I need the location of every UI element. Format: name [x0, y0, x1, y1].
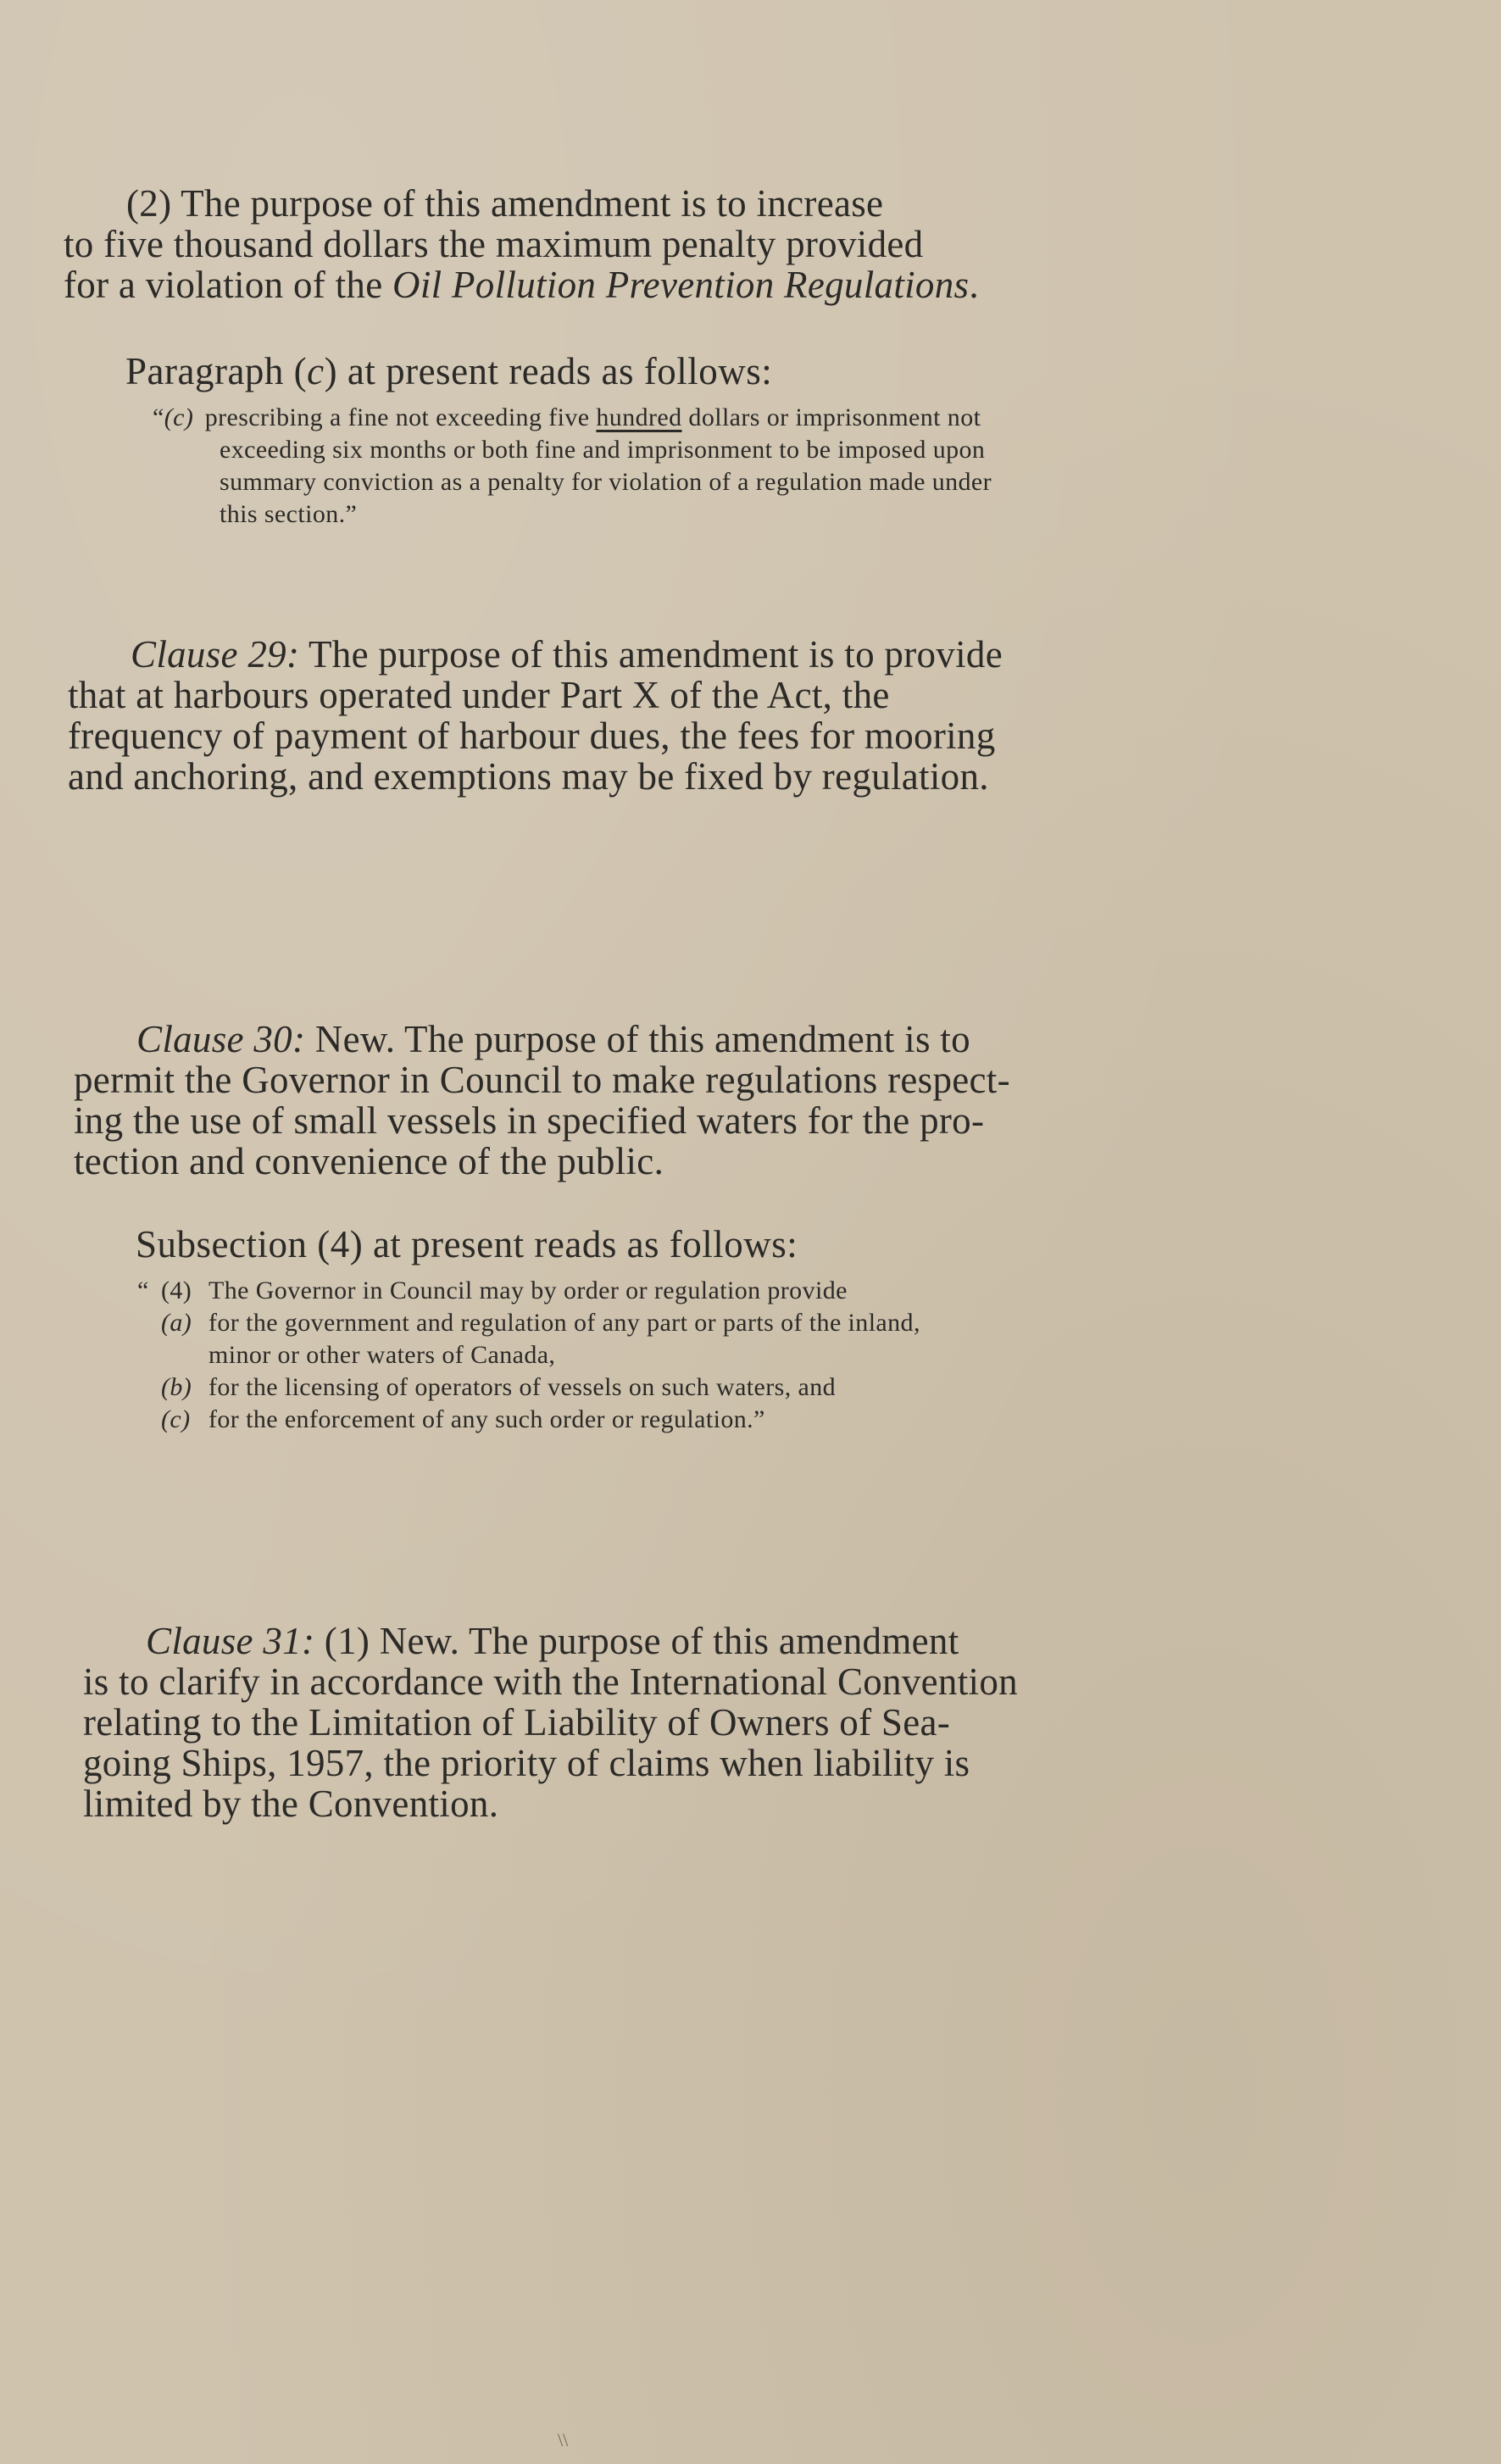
quote-line: summary conviction as a penalty for violation of a regulation made under: [220, 468, 992, 496]
clause-29-line-1: Clause 29: The purpose of this amendment is to provide: [131, 633, 1003, 676]
section-2-line-3: for a violation of the Oil Pollution Prevention Regulations.: [64, 264, 979, 306]
clause-29-line: frequency of payment of harbour dues, the fees for mooring: [68, 715, 996, 757]
item-label: (c): [161, 1405, 191, 1433]
quote-row: “(c) prescribing a fine not exceeding five hundred dollars or imprisonment not: [153, 402, 992, 434]
clause-31-label: Clause 31:: [146, 1620, 315, 1662]
clause-30-line-1: Clause 30: New. The purpose of this amendment is to: [136, 1018, 970, 1060]
item-label: (4): [161, 1276, 192, 1304]
item-text: The Governor in Council may by order or regulation provide: [208, 1276, 848, 1304]
clause-30-paragraph: [74, 1019, 1143, 1182]
paragraph-c-quote: [153, 402, 992, 531]
clause-29-line: and anchoring, and exemptions may be fixed by regulation.: [68, 755, 989, 798]
clause-31-line-1: Clause 31: (1) New. The purpose of this amendment: [146, 1620, 959, 1662]
open-quote: “: [153, 403, 164, 431]
clause-30-label: Clause 30:: [136, 1018, 306, 1060]
open-quote: “: [137, 1276, 149, 1304]
quote-line: exceeding six months or both fine and imprisonment to be imposed upon: [220, 436, 986, 464]
section-2-paragraph: [64, 183, 1127, 305]
quote-row: [161, 1371, 920, 1404]
quote-row: [161, 1404, 920, 1436]
clause-31-line: going Ships, 1957, the priority of claims when liability is: [83, 1742, 970, 1784]
clause-29-line: that at harbours operated under Part X of the Act, the: [68, 674, 890, 716]
clause-30-line: ing the use of small vessels in specified waters for the pro-: [74, 1099, 985, 1142]
section-2-line-1: (2) The purpose of this amendment is to increase: [126, 182, 884, 225]
clause-29-paragraph: [68, 634, 1137, 797]
item-text: for the enforcement of any such order or regulation.”: [208, 1405, 765, 1433]
quote-row: [161, 1307, 920, 1339]
quote-line: this section.”: [220, 500, 358, 528]
clause-31-line: limited by the Convention.: [83, 1783, 499, 1825]
paper-blemish: \\: [558, 2429, 569, 2450]
quote-row: [137, 1275, 920, 1307]
item-label: (c): [164, 403, 194, 431]
regulation-title: Oil Pollution Prevention Regulations: [392, 264, 970, 306]
section-2-line-2: to five thousand dollars the maximum penalty provided: [64, 223, 924, 265]
paragraph-c-heading: Paragraph (c) at present reads as follows:: [125, 350, 773, 392]
clause-31-line: is to clarify in accordance with the International Convention: [83, 1660, 1018, 1703]
item-text-continued: minor or other waters of Canada,: [208, 1341, 556, 1369]
item-text: for the licensing of operators of vessels on such waters, and: [208, 1373, 837, 1401]
clause-31-line: relating to the Limitation of Liability of Owners of Sea-: [83, 1701, 951, 1744]
clause-29-label: Clause 29:: [131, 633, 300, 676]
subsection-4-heading: Subsection (4) at present reads as follows:: [136, 1223, 798, 1265]
item-label: (a): [161, 1309, 192, 1337]
clause-31-paragraph: [83, 1621, 1153, 1824]
underlined-word: hundred: [596, 403, 682, 431]
clause-30-line: permit the Governor in Council to make regulations respect-: [74, 1059, 1010, 1101]
item-text: for the government and regulation of any part or parts of the inland,: [208, 1309, 920, 1337]
subsection-4-quote: [137, 1275, 920, 1436]
item-label: (b): [161, 1373, 192, 1401]
clause-30-line: tection and convenience of the public.: [74, 1140, 664, 1182]
